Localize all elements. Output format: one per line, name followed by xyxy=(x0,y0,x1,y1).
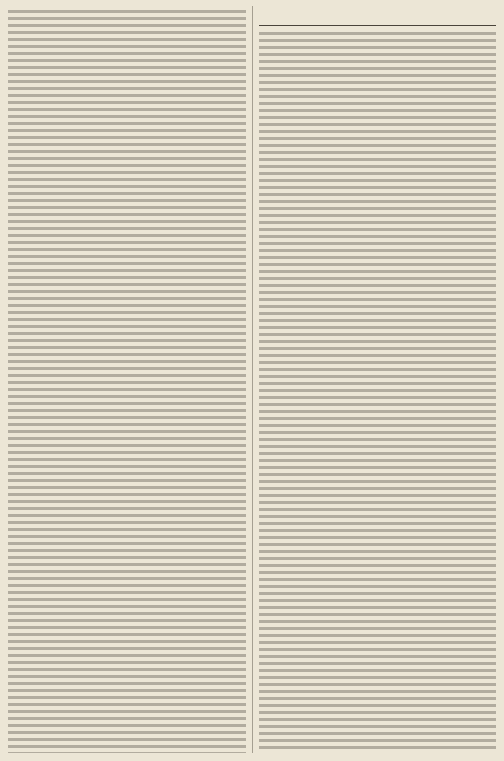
left-column xyxy=(8,6,252,753)
page-columns xyxy=(8,6,496,753)
article-headline xyxy=(259,8,497,23)
right-column xyxy=(253,6,497,753)
headline-rule xyxy=(259,25,497,26)
right-column-text-lines xyxy=(259,32,497,753)
left-column-text-lines xyxy=(8,10,246,753)
